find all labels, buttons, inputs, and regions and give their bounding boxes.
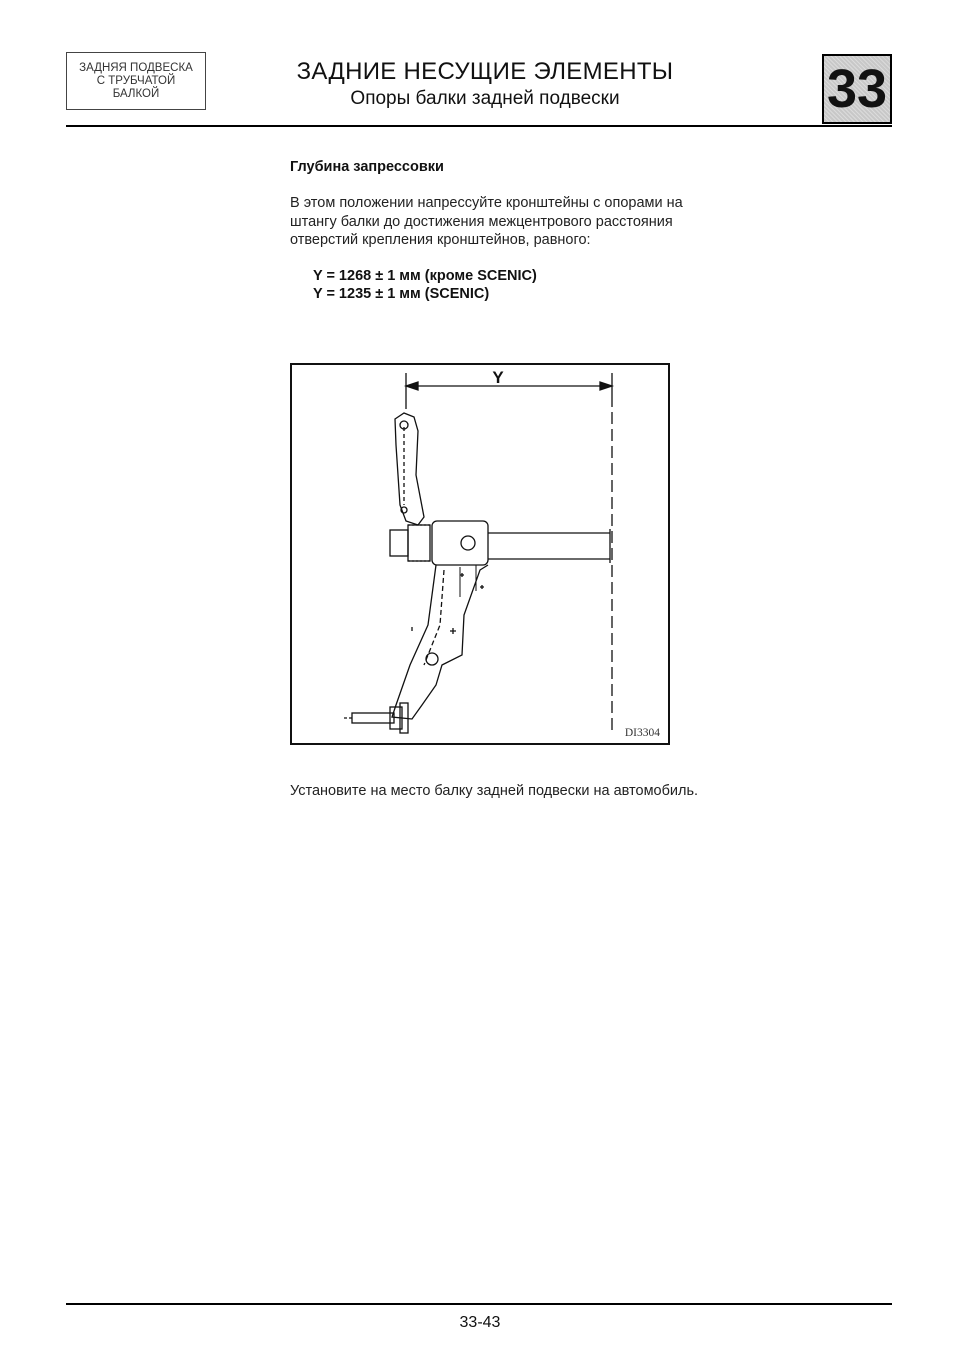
- figure-code: DI3304: [624, 727, 660, 739]
- technical-figure: [290, 363, 670, 745]
- page-subtitle: Опоры балки задней подвески: [350, 88, 620, 109]
- page-title: ЗАДНИЕ НЕСУЩИЕ ЭЛЕМЕНТЫ: [296, 58, 674, 85]
- formula-standard: Y = 1268 ± 1 мм (кроме SCENIC): [313, 267, 537, 284]
- section-label-line-2: С ТРУБЧАТОЙ: [96, 74, 176, 87]
- dimension-formulas: [313, 267, 710, 304]
- formula-scenic: Y = 1235 ± 1 мм (SCENIC): [313, 286, 490, 302]
- footer-divider: [66, 1303, 892, 1305]
- dimension-label-y: Y: [492, 368, 504, 387]
- suspension-bracket-drawing: [292, 365, 668, 743]
- title-block: [230, 58, 740, 111]
- chapter-number-badge: 33: [822, 54, 892, 124]
- section-heading: Глубина запрессовки: [290, 159, 444, 175]
- section-label-line-1: ЗАДНЯЯ ПОДВЕСКА: [79, 61, 193, 74]
- page-number: 33-43: [459, 1314, 501, 1331]
- main-content: [290, 158, 710, 304]
- header-divider: [66, 125, 892, 127]
- closing-paragraph: Установите на место балку задней подвески на автомобиль.: [290, 783, 699, 799]
- section-label-line-3: БАЛКОЙ: [112, 87, 160, 100]
- instruction-paragraph: В этом положении напрессуйте кронштейны с опорами на штангу балки до достижения межцентрового расстояния отверстий крепления кронштейнов, равного:: [290, 195, 683, 248]
- section-label-box: [66, 52, 206, 110]
